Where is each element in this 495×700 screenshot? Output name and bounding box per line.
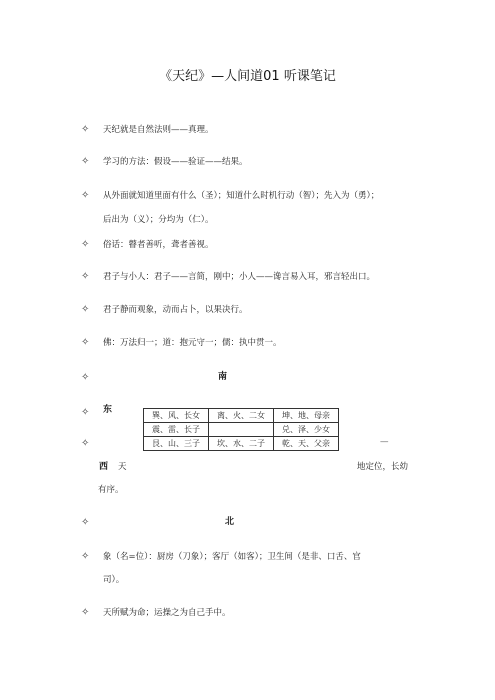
- table-cell: 兑、泽、少女: [274, 423, 339, 437]
- page-title: 《天纪》—人间道01 听课笔记: [159, 69, 336, 84]
- table-cell: 震、雷、长子: [144, 423, 209, 437]
- note-line: 君子与小人：君子——言简，刚中；小人——谗言易入耳，邪言轻出口。: [103, 272, 376, 282]
- bullet-icon: ✧: [81, 407, 90, 418]
- dash: —: [380, 437, 389, 447]
- table-cell: 坎、水、二子: [209, 437, 274, 451]
- bullet-icon: ✧: [81, 239, 90, 250]
- table-cell: 离、火、二女: [209, 409, 274, 423]
- table-cell: 艮、山、三子: [144, 437, 209, 451]
- table-row: [144, 437, 339, 451]
- after-table-text: 地定位，长幼: [357, 462, 409, 472]
- after-table-continuation: 有序。: [98, 485, 124, 495]
- bullet-icon: ✧: [81, 551, 90, 562]
- note-line: 俗话：瞽者善听，聋者善视。: [103, 240, 214, 250]
- note-line: 君子静而观象，动而占卜，以果决行。: [103, 305, 248, 315]
- table-cell: [209, 423, 274, 437]
- table-row: [144, 423, 339, 437]
- bagua-table: [143, 408, 339, 451]
- table-cell: 巽、风、长女: [144, 409, 209, 423]
- bullet-icon: ✧: [81, 271, 90, 282]
- note-line: 司）。: [103, 575, 125, 585]
- tian-label: 天: [118, 462, 127, 472]
- note-line: 象（名=位）：厨房（刀象）；客厅（如客）；卫生间（是非、口舌、官: [103, 552, 361, 562]
- note-line: 学习的方法：假设——验证——结果。: [103, 157, 248, 167]
- table-cell: 坤、地、母亲: [274, 409, 339, 423]
- note-line: 天所赋为命；运操之为自己手中。: [103, 608, 231, 618]
- bullet-icon: ✧: [81, 372, 90, 383]
- direction-north: 北: [225, 517, 235, 527]
- note-line: 从外面就知道里面有什么（圣）；知道什么时机行动（智）；先入为（勇）；: [103, 191, 380, 201]
- note-line: 天纪就是自然法则——真理。: [103, 125, 214, 135]
- bullet-icon: ✧: [81, 190, 90, 201]
- bullet-icon: ✧: [81, 438, 90, 449]
- direction-east: 东: [103, 405, 113, 415]
- bullet-icon: ✧: [81, 124, 90, 135]
- direction-south: 南: [218, 372, 228, 382]
- bullet-icon: ✧: [81, 337, 90, 348]
- table-cell: 乾、天、父亲: [274, 437, 339, 451]
- note-line: 佛：万法归一；道：抱元守一；儒：执中贯一。: [103, 338, 282, 348]
- bullet-icon: ✧: [81, 156, 90, 167]
- bullet-icon: ✧: [81, 607, 90, 618]
- table-row: [144, 409, 339, 423]
- direction-west: 西: [99, 462, 109, 472]
- bullet-icon: ✧: [81, 517, 90, 528]
- bullet-icon: ✧: [81, 304, 90, 315]
- note-line: 后出为（义）；分均为（仁）。: [103, 215, 214, 225]
